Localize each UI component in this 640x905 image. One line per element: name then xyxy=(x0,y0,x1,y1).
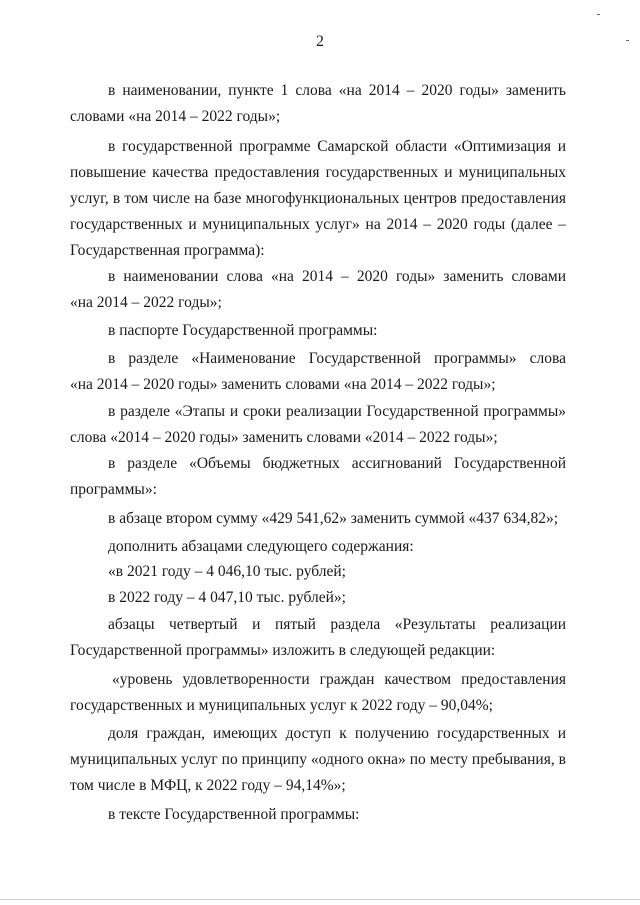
text-line: в тексте Государственной программы: xyxy=(108,806,360,823)
text-line: в наименовании слова «на 2014 – 2020 годы» заменить словами xyxy=(108,268,566,285)
scan-edge xyxy=(0,899,640,900)
text-line: в разделе «Объемы бюджетных ассигнований Государственной xyxy=(108,455,566,472)
text-line: услуг, в том числе на базе многофункциональных центров предоставления xyxy=(70,190,566,207)
page-number: 2 xyxy=(316,33,324,50)
text-line: в паспорте Государственной программы: xyxy=(108,322,378,339)
text-line: повышение качества предоставления государственных и муниципальных xyxy=(70,164,566,181)
text-line: «в 2021 году – 4 046,10 тыс. рублей; xyxy=(108,563,346,580)
text-line: в наименовании, пункте 1 слова «на 2014 – 2020 годы» заменить xyxy=(108,82,566,99)
text-line: слова «2014 – 2020 годы» заменить словами «2014 – 2022 годы»; xyxy=(70,429,498,446)
scan-mark xyxy=(597,14,600,15)
text-line: государственных и муниципальных услуг к 2022 году – 90,04%; xyxy=(70,697,493,714)
text-line: в государственной программе Самарской области «Оптимизация и xyxy=(108,138,566,155)
scan-mark xyxy=(626,40,629,41)
text-line: словами «на 2014 – 2022 годы»; xyxy=(70,108,281,125)
text-line: доля граждан, имеющих доступ к получению государственных и xyxy=(108,725,566,742)
text-line: абзацы четвертый и пятый раздела «Результаты реализации xyxy=(108,616,566,633)
text-line: муниципальных услуг по принципу «одного окна» по месту пребывания, в xyxy=(70,751,566,768)
text-line: в абзаце втором сумму «429 541,62» заменить суммой «437 634,82»; xyxy=(108,510,559,527)
text-line: том числе в МФЦ, к 2022 году – 94,14%»; xyxy=(70,777,346,794)
text-line: Государственная программа): xyxy=(70,242,265,259)
text-line: программы»: xyxy=(70,481,157,498)
text-line: в разделе «Этапы и сроки реализации Государственной программы» xyxy=(108,403,566,420)
text-line: в 2022 году – 4 047,10 тыс. рублей»; xyxy=(108,589,346,606)
text-line: «на 2014 – 2022 годы»; xyxy=(70,294,222,311)
text-line: в разделе «Наименование Государственной программы» слова xyxy=(108,350,566,367)
text-line: «на 2014 – 2020 годы» заменить словами «на 2014 – 2022 годы»; xyxy=(70,376,496,393)
text-line: Государственной программы» изложить в следующей редакции: xyxy=(70,642,496,659)
text-line: дополнить абзацами следующего содержания: xyxy=(108,538,414,555)
text-line: государственных и муниципальных услуг» на 2014 – 2020 годы (далее – xyxy=(70,216,566,233)
text-line: «уровень удовлетворенности граждан качеством предоставления xyxy=(112,671,566,688)
